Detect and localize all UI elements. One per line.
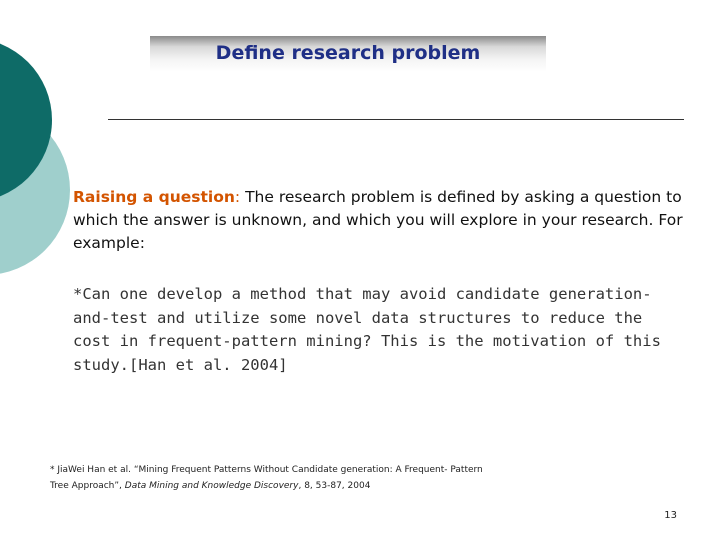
footnote-prefix: Tree Approach”, [50, 481, 125, 491]
footnote-line-1: * JiaWei Han et al. “Mining Frequent Patterns Without Candidate generation: A Frequent- Pattern [50, 465, 483, 475]
paragraph-research-question [73, 186, 683, 255]
lead-colon: : [234, 188, 241, 206]
paragraph-body: The research problem is defined by asking a question to which the answer is unknown, and which you will explore in your research. For example: [73, 188, 683, 252]
footnote [50, 462, 650, 494]
footnote-suffix: , 8, 53-87, 2004 [298, 481, 371, 491]
footnote-journal: Data Mining and Knowledge Discovery [124, 481, 299, 491]
slide-title: Define research problem [215, 42, 481, 64]
lead-term: Raising a question [73, 188, 235, 206]
title-bar [150, 36, 546, 72]
divider-line [108, 119, 684, 120]
page-number: 13 [664, 510, 677, 521]
decorative-circles [0, 0, 120, 300]
footnote-line-2 [50, 478, 650, 494]
example-question: *Can one develop a method that may avoid candidate generation-and-test and utilize some novel data structures to reduce the cost in frequent-pattern mining? This is the motivation of this study.[Han et al. 2004] [73, 285, 661, 374]
